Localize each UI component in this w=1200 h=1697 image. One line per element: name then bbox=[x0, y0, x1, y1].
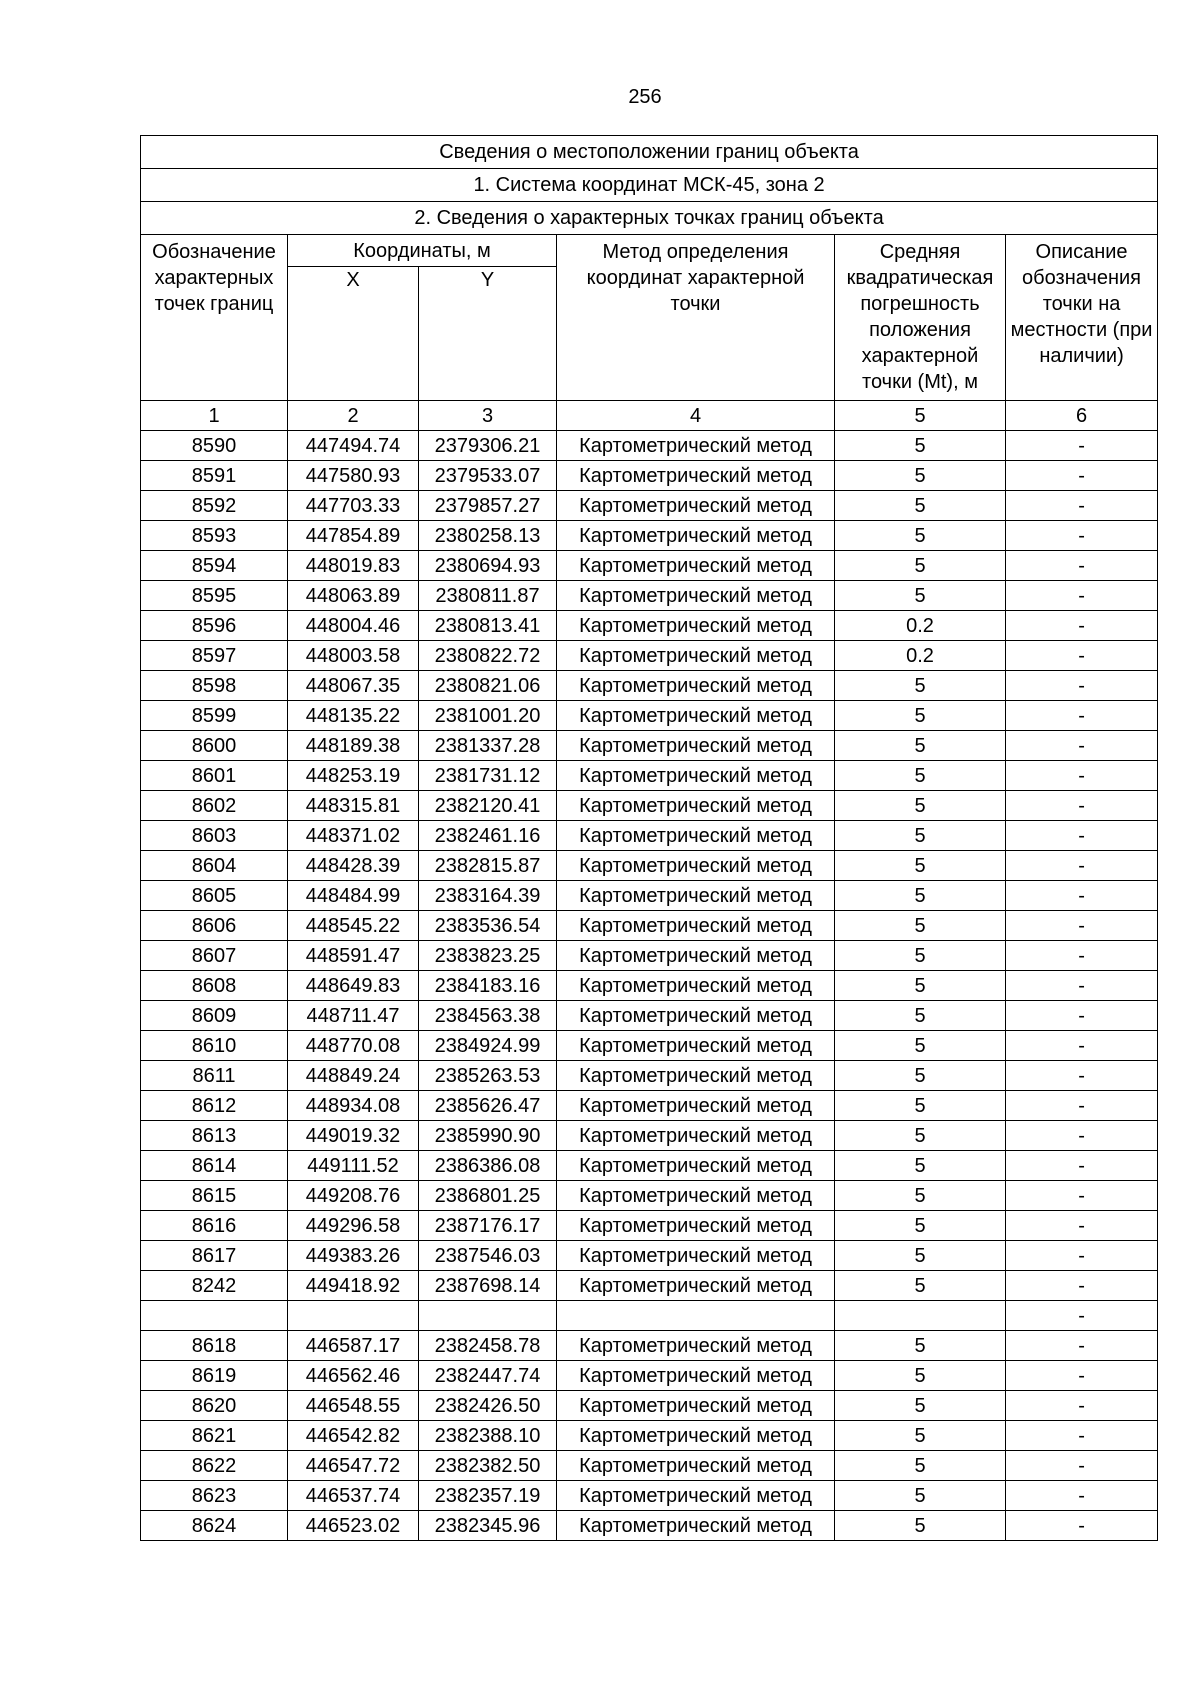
cell-point-number: 8600 bbox=[141, 731, 288, 761]
cell-point-number: 8595 bbox=[141, 581, 288, 611]
cell-point-number: 8623 bbox=[141, 1481, 288, 1511]
cell-description: - bbox=[1006, 851, 1158, 881]
cell-point-number: 8610 bbox=[141, 1031, 288, 1061]
cell-x-coordinate: 448063.89 bbox=[288, 581, 419, 611]
cell-method: Картометрический метод bbox=[557, 1241, 835, 1271]
cell-error: 5 bbox=[835, 941, 1006, 971]
page-number: 256 bbox=[628, 86, 662, 108]
cell-x-coordinate: 448371.02 bbox=[288, 821, 419, 851]
cell-y-coordinate: 2383823.25 bbox=[419, 941, 557, 971]
column-number: 1 bbox=[141, 401, 288, 431]
table-row bbox=[141, 1241, 1158, 1271]
cell-description: - bbox=[1006, 461, 1158, 491]
cell-error: 5 bbox=[835, 491, 1006, 521]
column-number: 4 bbox=[557, 401, 835, 431]
cell-method: Картометрический метод bbox=[557, 1511, 835, 1541]
boundary-points-table bbox=[140, 135, 1158, 1541]
cell-description: - bbox=[1006, 941, 1158, 971]
cell-point-number: 8624 bbox=[141, 1511, 288, 1541]
cell-y-coordinate: 2384924.99 bbox=[419, 1031, 557, 1061]
cell-y-coordinate: 2385990.90 bbox=[419, 1121, 557, 1151]
cell-description: - bbox=[1006, 1121, 1158, 1151]
cell-error: 5 bbox=[835, 1271, 1006, 1301]
column-number: 6 bbox=[1006, 401, 1158, 431]
table-row bbox=[141, 1511, 1158, 1541]
cell-method: Картометрический метод bbox=[557, 731, 835, 761]
cell-x-coordinate: 448428.39 bbox=[288, 851, 419, 881]
cell-error: 5 bbox=[835, 1151, 1006, 1181]
cell-error: 0.2 bbox=[835, 641, 1006, 671]
cell-description: - bbox=[1006, 761, 1158, 791]
cell-point-number: 8622 bbox=[141, 1451, 288, 1481]
cell-error: 5 bbox=[835, 1391, 1006, 1421]
cell-point-number: 8602 bbox=[141, 791, 288, 821]
cell-method: Картометрический метод bbox=[557, 491, 835, 521]
cell-method: Картометрический метод bbox=[557, 431, 835, 461]
cell-y-coordinate: 2381731.12 bbox=[419, 761, 557, 791]
cell-y-coordinate: 2379306.21 bbox=[419, 431, 557, 461]
cell-description: - bbox=[1006, 911, 1158, 941]
cell-x-coordinate: 447494.74 bbox=[288, 431, 419, 461]
cell-y-coordinate: 2382388.10 bbox=[419, 1421, 557, 1451]
cell-method: Картометрический метод bbox=[557, 1391, 835, 1421]
cell-y-coordinate: 2382461.16 bbox=[419, 821, 557, 851]
cell-point-number: 8597 bbox=[141, 641, 288, 671]
cell-method: Картометрический метод bbox=[557, 851, 835, 881]
cell-x-coordinate: 449019.32 bbox=[288, 1121, 419, 1151]
cell-y-coordinate: 2386386.08 bbox=[419, 1151, 557, 1181]
cell-point-number: 8242 bbox=[141, 1271, 288, 1301]
cell-y-coordinate: 2387546.03 bbox=[419, 1241, 557, 1271]
cell-x-coordinate: 448067.35 bbox=[288, 671, 419, 701]
cell-point-number: 8614 bbox=[141, 1151, 288, 1181]
table-row bbox=[141, 671, 1158, 701]
cell-description: - bbox=[1006, 1361, 1158, 1391]
cell-x-coordinate: 446587.17 bbox=[288, 1331, 419, 1361]
cell-point-number: 8609 bbox=[141, 1001, 288, 1031]
cell-y-coordinate: 2382426.50 bbox=[419, 1391, 557, 1421]
cell-error: 5 bbox=[835, 1031, 1006, 1061]
cell-x-coordinate: 449296.58 bbox=[288, 1211, 419, 1241]
cell-description: - bbox=[1006, 1091, 1158, 1121]
table-row bbox=[141, 461, 1158, 491]
cell-point-number: 8598 bbox=[141, 671, 288, 701]
cell-x-coordinate: 446547.72 bbox=[288, 1451, 419, 1481]
cell-method: Картометрический метод bbox=[557, 971, 835, 1001]
cell-error: 5 bbox=[835, 671, 1006, 701]
cell-y-coordinate: 2381001.20 bbox=[419, 701, 557, 731]
cell-error: 0.2 bbox=[835, 611, 1006, 641]
cell-point-number: 8608 bbox=[141, 971, 288, 1001]
table-row bbox=[141, 1121, 1158, 1151]
cell-description: - bbox=[1006, 701, 1158, 731]
cell-description: - bbox=[1006, 1211, 1158, 1241]
table-body bbox=[141, 431, 1158, 1541]
cell-description: - bbox=[1006, 1031, 1158, 1061]
cell-y-coordinate: 2380813.41 bbox=[419, 611, 557, 641]
cell-x-coordinate: 448004.46 bbox=[288, 611, 419, 641]
cell-point-number: 8599 bbox=[141, 701, 288, 731]
cell-point-number: 8612 bbox=[141, 1091, 288, 1121]
cell-error bbox=[835, 1301, 1006, 1331]
cell-method: Картометрический метод bbox=[557, 1001, 835, 1031]
cell-x-coordinate: 447703.33 bbox=[288, 491, 419, 521]
cell-method: Картометрический метод bbox=[557, 1451, 835, 1481]
cell-point-number: 8616 bbox=[141, 1211, 288, 1241]
cell-y-coordinate: 2382458.78 bbox=[419, 1331, 557, 1361]
cell-description: - bbox=[1006, 581, 1158, 611]
cell-y-coordinate: 2382120.41 bbox=[419, 791, 557, 821]
cell-x-coordinate: 448545.22 bbox=[288, 911, 419, 941]
cell-point-number: 8596 bbox=[141, 611, 288, 641]
table-row bbox=[141, 1391, 1158, 1421]
table-row bbox=[141, 911, 1158, 941]
cell-point-number: 8619 bbox=[141, 1361, 288, 1391]
table-row bbox=[141, 1001, 1158, 1031]
table-row bbox=[141, 1031, 1158, 1061]
cell-method: Картометрический метод bbox=[557, 1421, 835, 1451]
table-row bbox=[141, 851, 1158, 881]
column-number: 5 bbox=[835, 401, 1006, 431]
cell-method: Картометрический метод bbox=[557, 1331, 835, 1361]
cell-method: Картометрический метод bbox=[557, 1211, 835, 1241]
table-row bbox=[141, 611, 1158, 641]
cell-description: - bbox=[1006, 1151, 1158, 1181]
column-number: 3 bbox=[419, 401, 557, 431]
table-row bbox=[141, 1151, 1158, 1181]
cell-y-coordinate: 2387698.14 bbox=[419, 1271, 557, 1301]
cell-description: - bbox=[1006, 1241, 1158, 1271]
cell-error: 5 bbox=[835, 1001, 1006, 1031]
cell-error: 5 bbox=[835, 1061, 1006, 1091]
table-row bbox=[141, 731, 1158, 761]
table-row bbox=[141, 431, 1158, 461]
cell-description: - bbox=[1006, 1001, 1158, 1031]
cell-method: Картометрический метод bbox=[557, 551, 835, 581]
cell-y-coordinate: 2382815.87 bbox=[419, 851, 557, 881]
cell-description: - bbox=[1006, 1271, 1158, 1301]
cell-method: Картометрический метод bbox=[557, 521, 835, 551]
cell-point-number: 8621 bbox=[141, 1421, 288, 1451]
cell-error: 5 bbox=[835, 1091, 1006, 1121]
cell-point-number: 8617 bbox=[141, 1241, 288, 1271]
cell-description: - bbox=[1006, 1301, 1158, 1331]
table-row bbox=[141, 791, 1158, 821]
cell-y-coordinate: 2385263.53 bbox=[419, 1061, 557, 1091]
table-row bbox=[141, 1271, 1158, 1301]
cell-point-number: 8618 bbox=[141, 1331, 288, 1361]
points-section-heading: 2. Сведения о характерных точках границ объекта bbox=[141, 202, 1158, 235]
cell-x-coordinate: 449383.26 bbox=[288, 1241, 419, 1271]
cell-point-number: 8605 bbox=[141, 881, 288, 911]
cell-error: 5 bbox=[835, 461, 1006, 491]
header-x: X bbox=[288, 267, 419, 401]
cell-method: Картометрический метод bbox=[557, 1091, 835, 1121]
cell-point-number: 8603 bbox=[141, 821, 288, 851]
cell-error: 5 bbox=[835, 761, 1006, 791]
table-row bbox=[141, 1091, 1158, 1121]
table-row bbox=[141, 1481, 1158, 1511]
cell-method: Картометрический метод bbox=[557, 611, 835, 641]
cell-error: 5 bbox=[835, 881, 1006, 911]
table-row bbox=[141, 1331, 1158, 1361]
cell-x-coordinate: 448770.08 bbox=[288, 1031, 419, 1061]
table-row bbox=[141, 701, 1158, 731]
header-method: Метод определения координат характерной точки bbox=[557, 235, 835, 401]
cell-point-number: 8592 bbox=[141, 491, 288, 521]
cell-error: 5 bbox=[835, 701, 1006, 731]
cell-error: 5 bbox=[835, 1511, 1006, 1541]
cell-method: Картометрический метод bbox=[557, 1271, 835, 1301]
cell-method: Картометрический метод bbox=[557, 791, 835, 821]
cell-error: 5 bbox=[835, 1181, 1006, 1211]
cell-method bbox=[557, 1301, 835, 1331]
cell-method: Картометрический метод bbox=[557, 701, 835, 731]
cell-x-coordinate: 446523.02 bbox=[288, 1511, 419, 1541]
cell-x-coordinate: 448934.08 bbox=[288, 1091, 419, 1121]
cell-error: 5 bbox=[835, 1481, 1006, 1511]
header-error: Средняя квадратическая погрешность положения характерной точки (Mt), м bbox=[835, 235, 1006, 401]
table-row bbox=[141, 551, 1158, 581]
table-row bbox=[141, 581, 1158, 611]
cell-method: Картометрический метод bbox=[557, 1151, 835, 1181]
table-row bbox=[141, 1301, 1158, 1331]
cell-x-coordinate: 446537.74 bbox=[288, 1481, 419, 1511]
header-y: Y bbox=[419, 267, 557, 401]
cell-error: 5 bbox=[835, 1421, 1006, 1451]
table-row bbox=[141, 491, 1158, 521]
cell-y-coordinate: 2380822.72 bbox=[419, 641, 557, 671]
cell-x-coordinate: 448253.19 bbox=[288, 761, 419, 791]
cell-method: Картометрический метод bbox=[557, 1031, 835, 1061]
cell-x-coordinate: 449418.92 bbox=[288, 1271, 419, 1301]
table-row bbox=[141, 971, 1158, 1001]
cell-description: - bbox=[1006, 821, 1158, 851]
cell-x-coordinate: 448019.83 bbox=[288, 551, 419, 581]
cell-point-number: 8590 bbox=[141, 431, 288, 461]
cell-point-number: 8613 bbox=[141, 1121, 288, 1151]
cell-y-coordinate: 2383536.54 bbox=[419, 911, 557, 941]
cell-description: - bbox=[1006, 1061, 1158, 1091]
cell-description: - bbox=[1006, 1511, 1158, 1541]
table-row bbox=[141, 761, 1158, 791]
table-row bbox=[141, 1421, 1158, 1451]
cell-point-number: 8604 bbox=[141, 851, 288, 881]
cell-description: - bbox=[1006, 791, 1158, 821]
cell-x-coordinate: 446542.82 bbox=[288, 1421, 419, 1451]
cell-y-coordinate bbox=[419, 1301, 557, 1331]
cell-method: Картометрический метод bbox=[557, 671, 835, 701]
cell-error: 5 bbox=[835, 1331, 1006, 1361]
cell-error: 5 bbox=[835, 1361, 1006, 1391]
cell-point-number: 8607 bbox=[141, 941, 288, 971]
cell-description: - bbox=[1006, 881, 1158, 911]
cell-y-coordinate: 2386801.25 bbox=[419, 1181, 557, 1211]
cell-point-number: 8593 bbox=[141, 521, 288, 551]
cell-y-coordinate: 2380821.06 bbox=[419, 671, 557, 701]
cell-error: 5 bbox=[835, 851, 1006, 881]
cell-error: 5 bbox=[835, 911, 1006, 941]
cell-point-number: 8601 bbox=[141, 761, 288, 791]
cell-point-number: 8620 bbox=[141, 1391, 288, 1421]
cell-description: - bbox=[1006, 1481, 1158, 1511]
cell-point-number: 8615 bbox=[141, 1181, 288, 1211]
table-row bbox=[141, 1211, 1158, 1241]
cell-x-coordinate: 448135.22 bbox=[288, 701, 419, 731]
cell-description: - bbox=[1006, 491, 1158, 521]
cell-x-coordinate: 446562.46 bbox=[288, 1361, 419, 1391]
cell-x-coordinate: 448591.47 bbox=[288, 941, 419, 971]
cell-description: - bbox=[1006, 1181, 1158, 1211]
cell-method: Картометрический метод bbox=[557, 461, 835, 491]
cell-error: 5 bbox=[835, 1211, 1006, 1241]
cell-description: - bbox=[1006, 551, 1158, 581]
cell-x-coordinate bbox=[288, 1301, 419, 1331]
cell-error: 5 bbox=[835, 821, 1006, 851]
cell-method: Картометрический метод bbox=[557, 821, 835, 851]
cell-error: 5 bbox=[835, 431, 1006, 461]
header-point-designation: Обозначение характерных точек границ bbox=[141, 235, 288, 401]
cell-description: - bbox=[1006, 641, 1158, 671]
cell-error: 5 bbox=[835, 581, 1006, 611]
cell-method: Картометрический метод bbox=[557, 881, 835, 911]
table-row bbox=[141, 881, 1158, 911]
cell-error: 5 bbox=[835, 1241, 1006, 1271]
cell-y-coordinate: 2380258.13 bbox=[419, 521, 557, 551]
cell-method: Картометрический метод bbox=[557, 581, 835, 611]
cell-x-coordinate: 447854.89 bbox=[288, 521, 419, 551]
cell-x-coordinate: 448649.83 bbox=[288, 971, 419, 1001]
cell-point-number bbox=[141, 1301, 288, 1331]
cell-y-coordinate: 2382357.19 bbox=[419, 1481, 557, 1511]
cell-method: Картометрический метод bbox=[557, 641, 835, 671]
cell-description: - bbox=[1006, 1331, 1158, 1361]
cell-x-coordinate: 446548.55 bbox=[288, 1391, 419, 1421]
cell-point-number: 8606 bbox=[141, 911, 288, 941]
cell-x-coordinate: 447580.93 bbox=[288, 461, 419, 491]
cell-y-coordinate: 2383164.39 bbox=[419, 881, 557, 911]
cell-description: - bbox=[1006, 731, 1158, 761]
cell-y-coordinate: 2382345.96 bbox=[419, 1511, 557, 1541]
cell-method: Картометрический метод bbox=[557, 1181, 835, 1211]
cell-method: Картометрический метод bbox=[557, 941, 835, 971]
cell-y-coordinate: 2379533.07 bbox=[419, 461, 557, 491]
table-row bbox=[141, 1061, 1158, 1091]
cell-description: - bbox=[1006, 671, 1158, 701]
table-row bbox=[141, 1361, 1158, 1391]
table-row bbox=[141, 941, 1158, 971]
cell-method: Картометрический метод bbox=[557, 761, 835, 791]
coordinate-system-heading: 1. Система координат МСК-45, зона 2 bbox=[141, 169, 1158, 202]
cell-y-coordinate: 2387176.17 bbox=[419, 1211, 557, 1241]
cell-method: Картометрический метод bbox=[557, 911, 835, 941]
cell-x-coordinate: 448849.24 bbox=[288, 1061, 419, 1091]
table-row bbox=[141, 1451, 1158, 1481]
cell-y-coordinate: 2380694.93 bbox=[419, 551, 557, 581]
cell-error: 5 bbox=[835, 521, 1006, 551]
cell-x-coordinate: 448484.99 bbox=[288, 881, 419, 911]
cell-error: 5 bbox=[835, 791, 1006, 821]
cell-description: - bbox=[1006, 971, 1158, 1001]
table-row bbox=[141, 1181, 1158, 1211]
cell-method: Картометрический метод bbox=[557, 1061, 835, 1091]
table-row bbox=[141, 641, 1158, 671]
cell-x-coordinate: 448189.38 bbox=[288, 731, 419, 761]
cell-error: 5 bbox=[835, 1121, 1006, 1151]
cell-x-coordinate: 448003.58 bbox=[288, 641, 419, 671]
cell-method: Картометрический метод bbox=[557, 1121, 835, 1151]
cell-y-coordinate: 2381337.28 bbox=[419, 731, 557, 761]
cell-point-number: 8591 bbox=[141, 461, 288, 491]
cell-y-coordinate: 2379857.27 bbox=[419, 491, 557, 521]
cell-x-coordinate: 449208.76 bbox=[288, 1181, 419, 1211]
table-row bbox=[141, 521, 1158, 551]
table-title: Сведения о местоположении границ объекта bbox=[141, 136, 1158, 169]
cell-x-coordinate: 448315.81 bbox=[288, 791, 419, 821]
cell-point-number: 8611 bbox=[141, 1061, 288, 1091]
cell-description: - bbox=[1006, 1451, 1158, 1481]
cell-y-coordinate: 2380811.87 bbox=[419, 581, 557, 611]
cell-y-coordinate: 2384183.16 bbox=[419, 971, 557, 1001]
cell-error: 5 bbox=[835, 971, 1006, 1001]
cell-x-coordinate: 448711.47 bbox=[288, 1001, 419, 1031]
header-description: Описание обозначения точки на местности (при наличии) bbox=[1006, 235, 1158, 401]
cell-description: - bbox=[1006, 431, 1158, 461]
cell-method: Картометрический метод bbox=[557, 1481, 835, 1511]
column-number: 2 bbox=[288, 401, 419, 431]
cell-error: 5 bbox=[835, 731, 1006, 761]
cell-y-coordinate: 2382382.50 bbox=[419, 1451, 557, 1481]
cell-y-coordinate: 2384563.38 bbox=[419, 1001, 557, 1031]
cell-point-number: 8594 bbox=[141, 551, 288, 581]
cell-description: - bbox=[1006, 1391, 1158, 1421]
cell-description: - bbox=[1006, 1421, 1158, 1451]
cell-error: 5 bbox=[835, 1451, 1006, 1481]
cell-error: 5 bbox=[835, 551, 1006, 581]
cell-method: Картометрический метод bbox=[557, 1361, 835, 1391]
header-coordinates: Координаты, м bbox=[288, 235, 557, 267]
cell-description: - bbox=[1006, 611, 1158, 641]
cell-y-coordinate: 2385626.47 bbox=[419, 1091, 557, 1121]
cell-x-coordinate: 449111.52 bbox=[288, 1151, 419, 1181]
cell-description: - bbox=[1006, 521, 1158, 551]
cell-y-coordinate: 2382447.74 bbox=[419, 1361, 557, 1391]
table-row bbox=[141, 821, 1158, 851]
